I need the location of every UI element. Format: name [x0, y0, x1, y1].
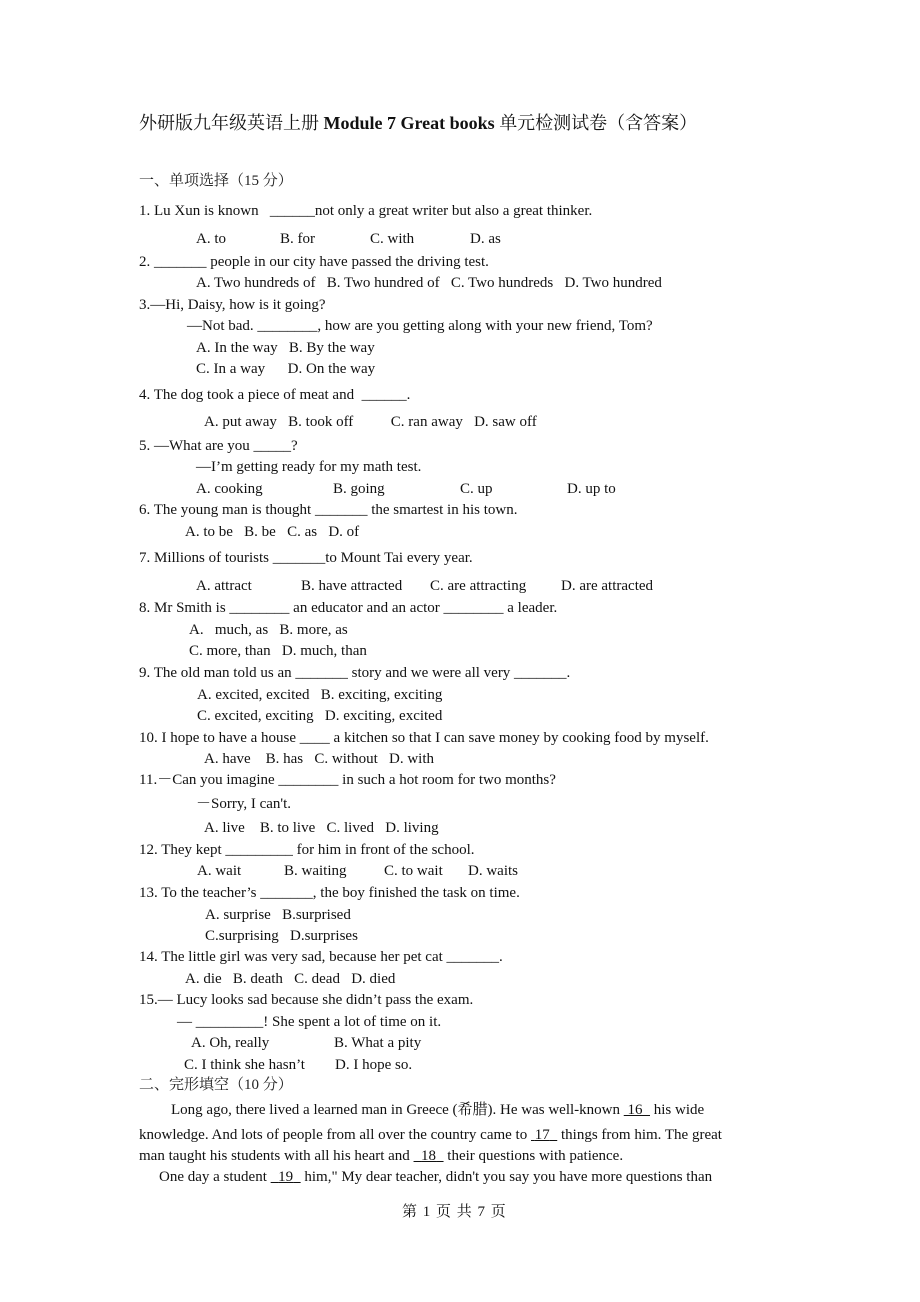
question-6-options: A. to be B. be C. as D. of — [185, 524, 360, 540]
question-5-option-c: C. up — [460, 481, 493, 497]
question-12-option-d: D. waits — [468, 863, 518, 879]
cloze-line-3 — [139, 1147, 623, 1165]
cloze-text: things from him. The great — [557, 1127, 722, 1143]
question-1-option-a: A. to — [196, 231, 226, 247]
cloze-line-2 — [139, 1126, 722, 1144]
question-1-option-d: D. as — [470, 231, 501, 247]
question-13-stem: 13. To the teacher’s _______, the boy finished the task on time. — [139, 885, 520, 901]
cloze-text: him," My dear teacher, didn't you say you have more questions than — [300, 1169, 713, 1185]
question-8-options-ab: A. much, as B. more, as — [189, 622, 348, 638]
title-prefix: 外研版九年级英语上册 — [139, 113, 324, 133]
question-12-option-b: B. waiting — [284, 863, 347, 879]
question-14-options: A. die B. death C. dead D. died — [185, 971, 396, 987]
question-12-option-c: C. to wait — [384, 863, 443, 879]
cloze-line-4 — [159, 1168, 712, 1186]
question-4-stem: 4. The dog took a piece of meat and ______. — [139, 387, 411, 403]
question-7-option-c: C. are attracting — [430, 578, 527, 594]
cloze-text: man taught his students with all his heart and — [139, 1148, 414, 1164]
question-5-reply: —I’m getting ready for my math test. — [196, 459, 422, 475]
question-10-options: A. have B. has C. without D. with — [204, 751, 434, 767]
title-suffix: 单元检测试卷（含答案） — [494, 113, 698, 133]
cloze-text: his wide — [650, 1102, 705, 1118]
blank-18 — [414, 1148, 444, 1164]
question-11-reply: －Sorry, I can't. — [196, 796, 292, 812]
question-7-option-d: D. are attracted — [561, 578, 654, 594]
blank-19 — [271, 1169, 301, 1185]
question-1-stem: 1. Lu Xun is known ______not only a great writer but also a great thinker. — [139, 203, 593, 219]
question-12-option-a: A. wait — [197, 863, 242, 879]
section-heading-cloze: 二、完形填空（10 分） — [139, 1077, 293, 1093]
question-15-option-c: C. I think she hasn’t — [184, 1057, 305, 1073]
question-14-stem: 14. The little girl was very sad, because her pet cat _______. — [139, 949, 503, 965]
question-4-options: A. put away B. took off C. ran away D. saw off — [204, 414, 537, 430]
cloze-text: Long ago, there lived a learned man in Greece (希腊). He was well-known — [171, 1102, 624, 1118]
blank-number: 18 — [421, 1148, 437, 1164]
question-15-reply: — _________! She spent a lot of time on it. — [177, 1014, 442, 1030]
question-3-stem: 3.—Hi, Daisy, how is it going? — [139, 297, 326, 313]
question-13-options-ab: A. surprise B.surprised — [205, 907, 351, 923]
question-8-options-cd: C. more, than D. much, than — [189, 643, 367, 659]
question-9-stem: 9. The old man told us an _______ story and we were all very _______. — [139, 665, 571, 681]
title-module: Module 7 Great books — [323, 113, 495, 133]
question-3-reply: —Not bad. ________, how are you getting along with your new friend, Tom? — [187, 318, 653, 334]
question-2-options: A. Two hundreds of B. Two hundred of C. Two hundreds D. Two hundred — [196, 275, 662, 291]
question-2-stem: 2. _______ people in our city have passed the driving test. — [139, 254, 489, 270]
question-15-option-b: B. What a pity — [334, 1035, 422, 1051]
question-5-stem: 5. —What are you _____? — [139, 438, 298, 454]
question-11-stem: 11.－Can you imagine ________ in such a hot room for two months? — [139, 772, 556, 788]
question-3-options-cd: C. In a way D. On the way — [196, 361, 376, 377]
cloze-line-1 — [171, 1101, 704, 1119]
blank-number: 16 — [627, 1102, 643, 1118]
question-7-option-a: A. attract — [196, 578, 252, 594]
question-11-options: A. live B. to live C. lived D. living — [204, 820, 439, 836]
question-7-stem: 7. Millions of tourists _______to Mount Tai every year. — [139, 550, 473, 566]
question-5-option-a: A. cooking — [196, 481, 263, 497]
blank-number: 17 — [534, 1127, 550, 1143]
question-12-stem: 12. They kept _________ for him in front of the school. — [139, 842, 475, 858]
question-8-stem: 8. Mr Smith is ________ an educator and an actor ________ a leader. — [139, 600, 558, 616]
document-title — [139, 112, 697, 134]
question-5-option-d: D. up to — [567, 481, 616, 497]
question-15-option-a: A. Oh, really — [191, 1035, 270, 1051]
question-5-option-b: B. going — [333, 481, 385, 497]
page-number-footer: 第 1 页 共 7 页 — [402, 1204, 507, 1220]
question-10-stem: 10. I hope to have a house ____ a kitchen so that I can save money by cooking food by myself. — [139, 730, 709, 746]
question-6-stem: 6. The young man is thought _______ the smartest in his town. — [139, 502, 518, 518]
question-13-options-cd: C.surprising D.surprises — [205, 928, 358, 944]
blank-number: 19 — [278, 1169, 294, 1185]
question-3-options-ab: A. In the way B. By the way — [196, 340, 375, 356]
blank-17 — [531, 1127, 557, 1143]
question-15-option-d: D. I hope so. — [335, 1057, 413, 1073]
cloze-text: One day a student — [159, 1169, 271, 1185]
cloze-text: knowledge. And lots of people from all over the country came to — [139, 1127, 531, 1143]
question-1-option-b: B. for — [280, 231, 315, 247]
cloze-text: their questions with patience. — [443, 1148, 624, 1164]
blank-16 — [624, 1102, 650, 1118]
question-7-option-b: B. have attracted — [301, 578, 403, 594]
section-heading-single-choice: 一、单项选择（15 分） — [139, 173, 293, 189]
question-9-options-cd: C. excited, exciting D. exciting, excited — [197, 708, 443, 724]
question-9-options-ab: A. excited, excited B. exciting, exciting — [197, 687, 443, 703]
question-1-option-c: C. with — [370, 231, 415, 247]
question-15-stem: 15.— Lucy looks sad because she didn’t pass the exam. — [139, 992, 474, 1008]
